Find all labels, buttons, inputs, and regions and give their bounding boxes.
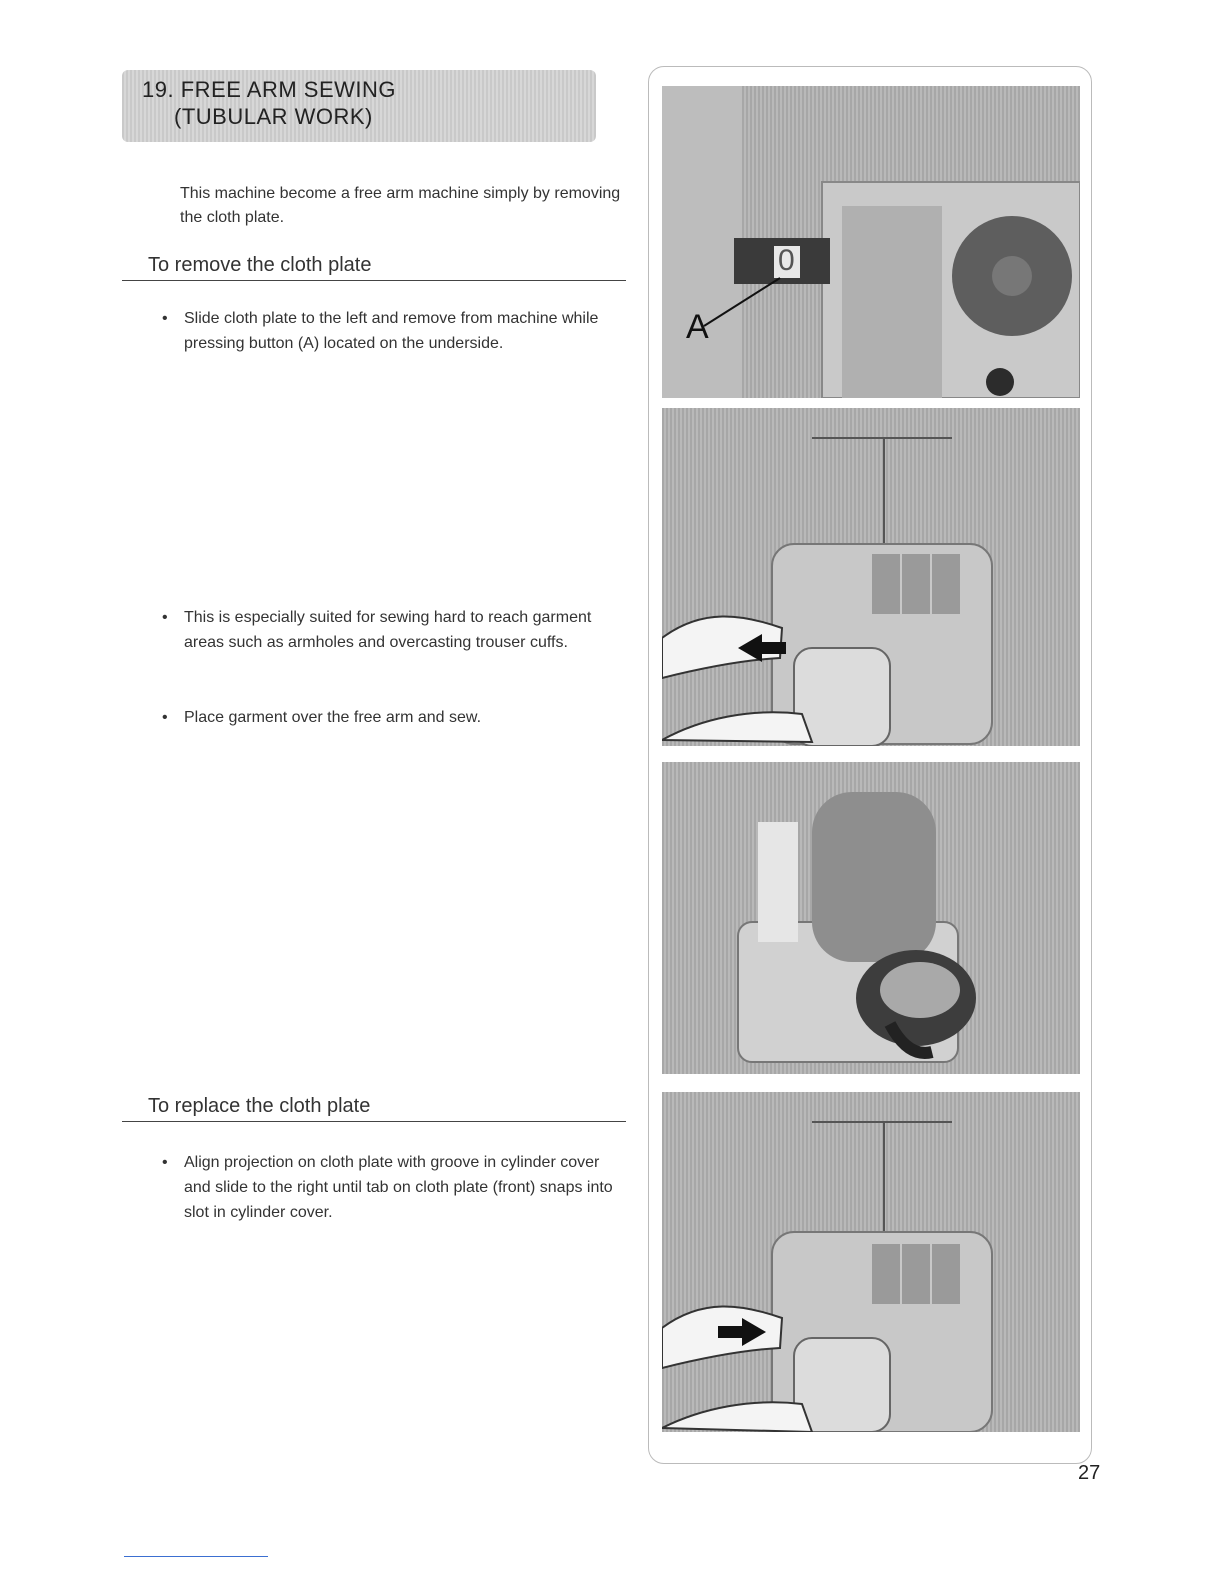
- replace-bullet-text: Align projection on cloth plate with groove in cylinder cover and slide to the right until tab on cloth plate (front) snaps into slot in cylinder cover.: [184, 1154, 613, 1221]
- uses-bullet-text: This is especially suited for sewing hard to reach garment areas such as armholes and overcasting trouser cuffs.: [184, 609, 592, 651]
- uses-bullet-1: [162, 605, 628, 655]
- remove-heading: [122, 254, 626, 281]
- replace-heading: [122, 1095, 626, 1122]
- footer-rule: [124, 1556, 268, 1557]
- button-a-label: A: [686, 308, 709, 346]
- remove-heading-text: To remove the cloth plate: [148, 254, 372, 276]
- replace-bullet-1: [162, 1150, 628, 1225]
- dial-value-label: 0: [778, 244, 795, 277]
- intro-paragraph: This machine become a free arm machine simply by removing the cloth plate.: [180, 185, 621, 226]
- figure-slide-plate-left: [662, 408, 1080, 746]
- uses-bullet-text: Place garment over the free arm and sew.: [184, 709, 482, 726]
- bullet-dot: •: [162, 609, 168, 626]
- replace-heading-text: To replace the cloth plate: [148, 1095, 371, 1117]
- figure-slide-plate-right: [662, 1092, 1080, 1432]
- figure-free-arm-garment: [662, 762, 1080, 1074]
- bullet-dot: •: [162, 310, 168, 327]
- bullet-dot: •: [162, 1154, 168, 1171]
- page-number: 27: [1078, 1462, 1101, 1484]
- uses-bullet-2: [162, 705, 628, 730]
- section-title-line2: (TUBULAR WORK): [174, 104, 373, 129]
- bullet-dot: •: [162, 709, 168, 726]
- section-title-line1: 19. FREE ARM SEWING: [142, 77, 396, 102]
- figure-button-underside: [662, 86, 1080, 398]
- remove-bullet-1: [162, 306, 628, 356]
- section-title-banner: [122, 70, 596, 142]
- remove-bullet-text: Slide cloth plate to the left and remove from machine while pressing button (A) located on the underside.: [184, 310, 599, 352]
